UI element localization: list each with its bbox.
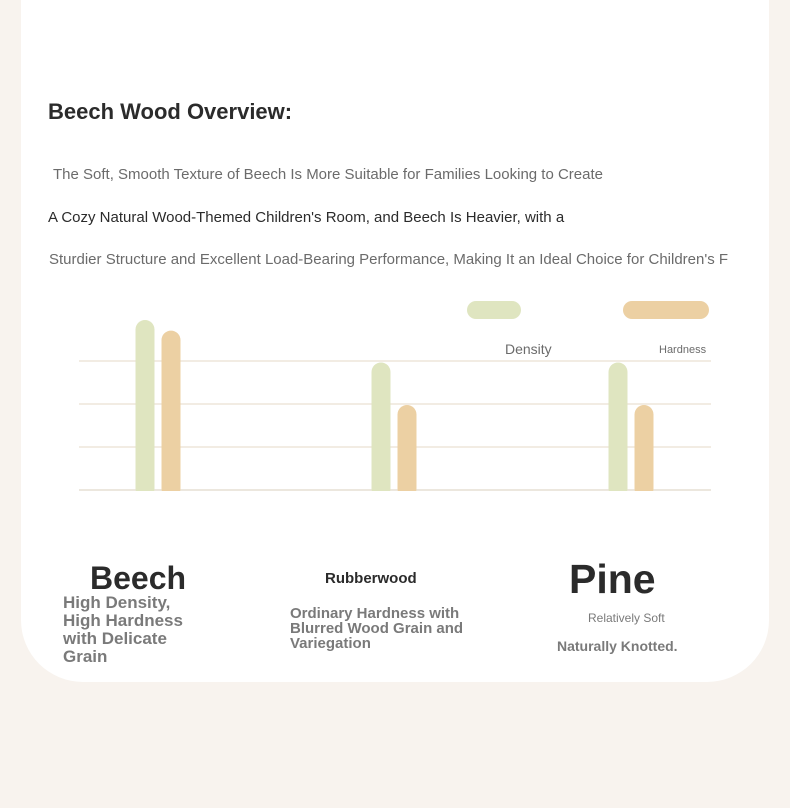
legend-density-label: Density xyxy=(505,341,552,357)
beech-description: High Density, High Hardness with Delicate Grain xyxy=(63,593,183,666)
legend-hardness-swatch xyxy=(623,301,709,319)
pine-hardness-bar xyxy=(635,405,654,498)
pine-density-bar xyxy=(609,363,628,499)
rubberwood-density-bar xyxy=(372,363,391,499)
overview-paragraph-1: The Soft, Smooth Texture of Beech Is More Suitable for Families Looking to Create xyxy=(53,166,603,183)
beech-hardness-bar xyxy=(162,331,181,498)
overview-paragraph-3: Sturdier Structure and Excellent Load-Bearing Performance, Making It an Ideal Choice for Children's F xyxy=(49,251,729,268)
pine-name: Pine xyxy=(569,556,656,602)
legend-hardness-label: Hardness xyxy=(659,344,707,356)
beech-density-bar xyxy=(136,320,155,498)
pine-description-1: Relatively Soft xyxy=(588,611,665,625)
rubberwood-hardness-bar xyxy=(398,405,417,498)
section-title: Beech Wood Overview: xyxy=(48,99,293,124)
pine-description-2: Naturally Knotted. xyxy=(557,638,678,654)
rubberwood-name: Rubberwood xyxy=(325,570,417,587)
overview-paragraph-2: A Cozy Natural Wood-Themed Children's Room, and Beech Is Heavier, with a xyxy=(48,209,565,226)
legend-density-swatch xyxy=(467,301,521,319)
beech-name: Beech xyxy=(90,560,187,596)
rubberwood-description: Ordinary Hardness with Blurred Wood Grain and Variegation xyxy=(290,605,464,652)
bar-base-mask xyxy=(120,491,680,501)
